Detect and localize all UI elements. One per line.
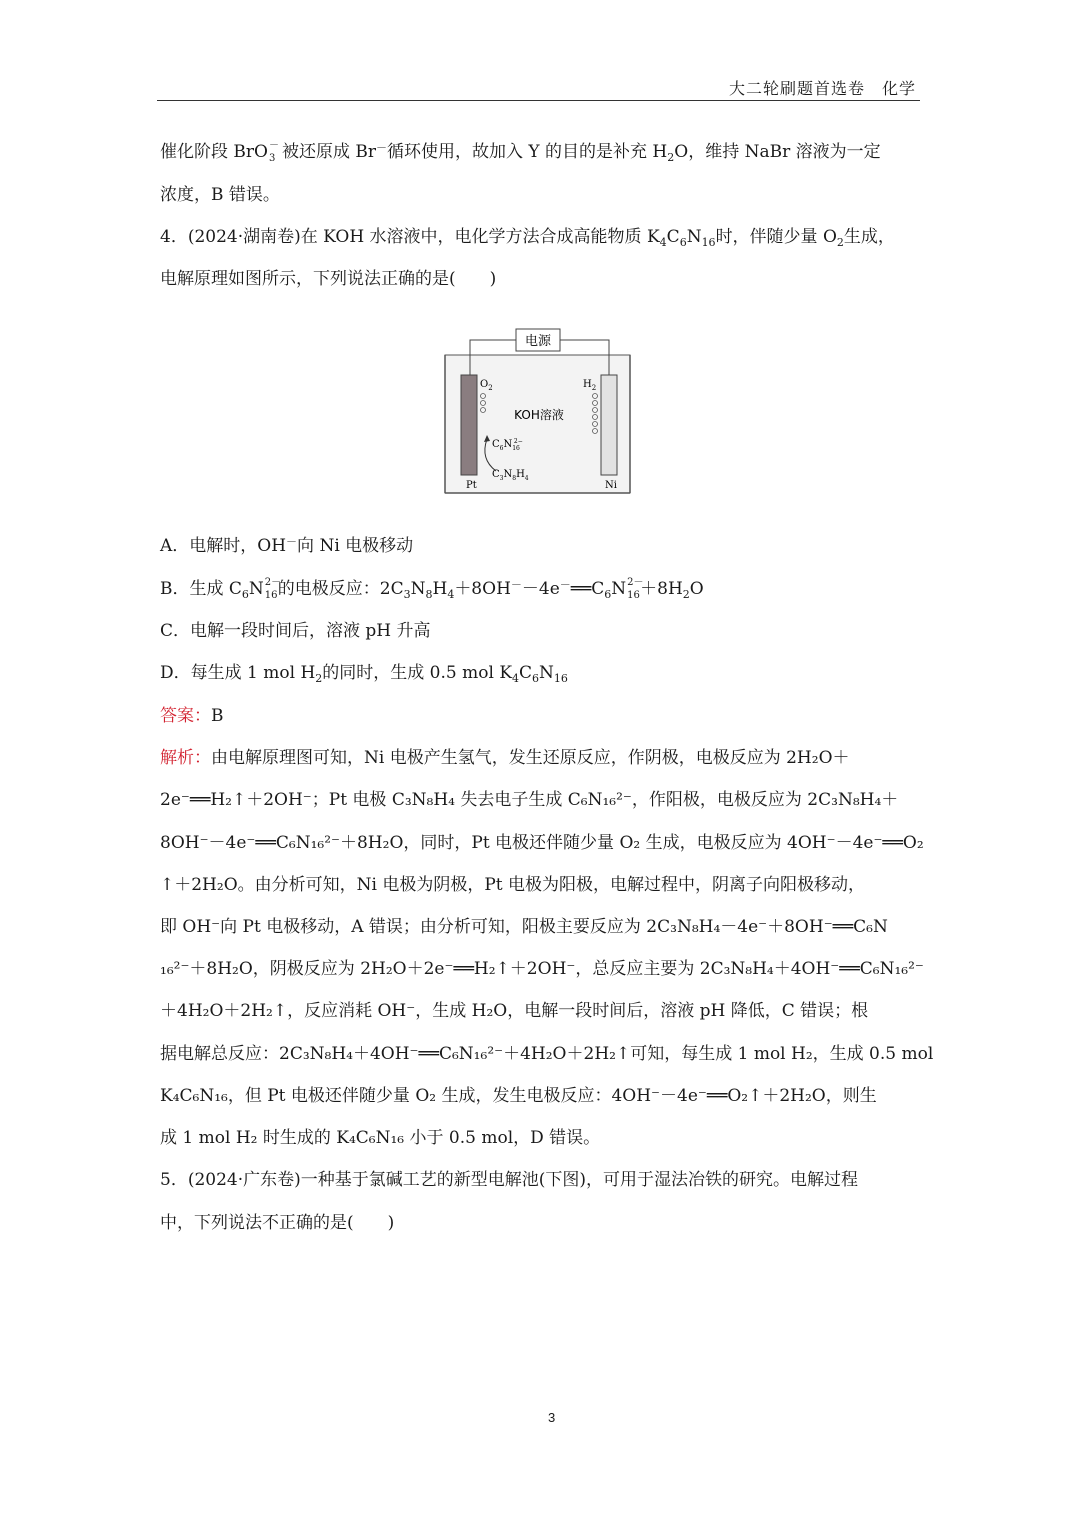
option-c: C．电解一段时间后，溶液 pH 升高 [160, 621, 431, 641]
question-4-stem: 4．(2024·湖南卷)在 KOH 水溶液中，电化学方法合成高能物质 $K_4C_6N_{16}$时，伴随少量 $O_2$生成， [160, 227, 895, 249]
question-5-stem: 5．(2024·广东卷)一种基于氯碱工艺的新型电解池(下图)，可用于湿法冶铁的研究。电解过程 [160, 1170, 859, 1190]
analysis-line: ＋4H₂O＋2H₂↑，反应消耗 OH⁻，生成 H₂O，电解一段时间后，溶液 pH 降低，C 错误；根 [160, 1001, 869, 1021]
page-number: 3 [548, 1410, 556, 1425]
option-a: A．电解时，OH－向 Ni 电极移动 [160, 535, 414, 556]
answer-line [160, 705, 224, 727]
page-header [157, 76, 920, 101]
option-b: B．生成 $C_6N$ 2－ 16 的电极反应：$2C_3N_8H_4+8OH^--4e^-══C_6N$ 2－ 16 $+8H_2O$ [160, 577, 704, 601]
analysis-line: K₄C₆N₁₆，但 Pt 电极还伴随少量 O₂ 生成，发生电极反应：4OH⁻－4e⁻══O₂↑＋2H₂O，则生 [160, 1086, 877, 1106]
question-5-stem-line2: 中，下列说法不正确的是( ) [160, 1213, 395, 1233]
pt-electrode [461, 375, 477, 475]
analysis-line: 即 OH⁻向 Pt 电极移动，A 错误；由分析可知，阳极主要反应为 2C₃N₈H₄－4e⁻＋8OH⁻══C₆N [160, 917, 888, 937]
ni-label: Ni [605, 480, 617, 491]
answer-label: 答案： [160, 706, 211, 726]
question-4-stem-line2: 电解原理如图所示，下列说法正确的是( ) [160, 269, 497, 289]
c6n16-ion-label: $C_6N_{16}2-$ [492, 438, 523, 452]
pt-label: Pt [466, 480, 477, 491]
option-d: D．每生成 1 mol $H_2$的同时，生成 0.5 mol $K_4C_6N_{16}$ [160, 663, 568, 685]
header-title: 大二轮刷题首选卷 化学 [728, 79, 916, 98]
ni-electrode [601, 375, 617, 475]
analysis-line: 解析：由电解原理图可知，Ni 电极产生氢气，发生还原反应，作阴极，电极反应为 2H₂O＋ [160, 748, 850, 768]
answer-value: B [211, 706, 224, 726]
o2-label: $O_2$ [480, 379, 493, 392]
analysis-label: 解析： [160, 748, 211, 768]
koh-solution-label: KOH溶液 [514, 408, 564, 422]
analysis-line: ₁₆²⁻＋8H₂O，阴极反应为 2H₂O＋2e⁻══H₂↑＋2OH⁻，总反应主要为 2C₃N₈H₄＋4OH⁻══C₆N₁₆²⁻ [160, 959, 924, 979]
power-label: 电源 [524, 334, 552, 349]
electrolysis-diagram [440, 325, 636, 497]
analysis-line: 8OH⁻－4e⁻══C₆N₁₆²⁻＋8H₂O，同时，Pt 电极还伴随少量 O₂ 生成，电极反应为 4OH⁻－4e⁻══O₂ [160, 833, 924, 853]
paragraph-line: 浓度，B 错误。 [160, 185, 280, 205]
analysis-line: 据电解总反应：2C₃N₈H₄＋4OH⁻══C₆N₁₆²⁻＋4H₂O＋2H₂↑可知，每生成 1 mol H₂，生成 0.5 mol [160, 1044, 934, 1064]
h2-label: $H_2$ [583, 379, 597, 392]
paragraph-line: 催化阶段 BrO － 3 被还原成 Br－循环使用，故加入 Y 的目的是补充 $H_2O$，维持 NaBr 溶液为一定 [160, 140, 881, 164]
analysis-line: ↑＋2H₂O。由分析可知，Ni 电极为阴极，Pt 电极为阳极，电解过程中，阴离子向阳极移动， [160, 875, 866, 895]
analysis-line: 2e⁻══H₂↑＋2OH⁻；Pt 电极 C₃N₈H₄ 失去电子生成 C₆N₁₆²⁻，作阳极，电极反应为 2C₃N₈H₄＋ [160, 790, 899, 810]
c3n8h4-label: $C_3N_8H_4$ [492, 469, 529, 482]
analysis-line: 成 1 mol H₂ 时生成的 K₄C₆N₁₆ 小于 0.5 mol，D 错误。 [160, 1128, 601, 1148]
